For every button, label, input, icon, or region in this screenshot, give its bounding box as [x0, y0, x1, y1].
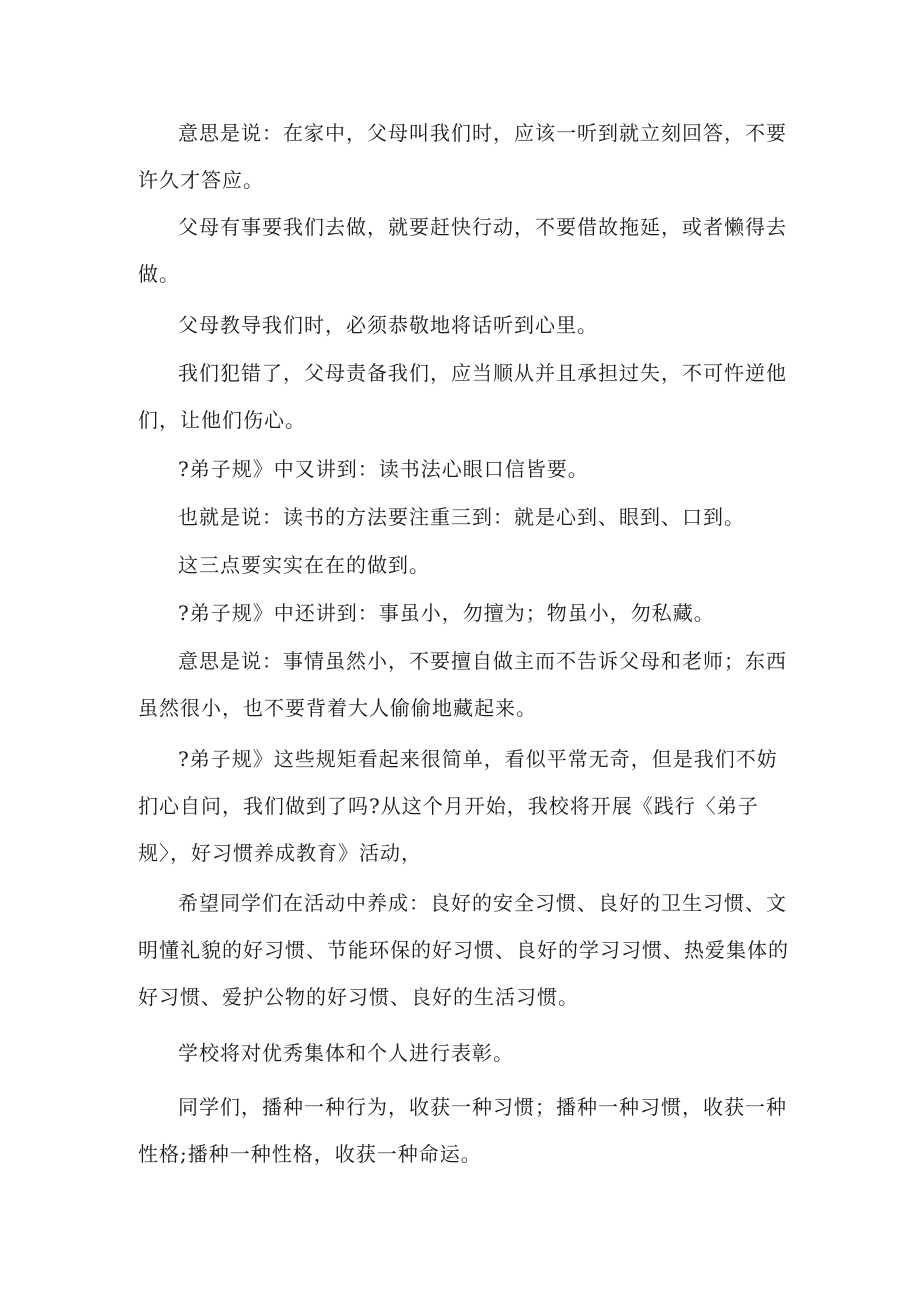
paragraph-9: 意思是说：事情虽然小，不要擅自做主而不告诉父母和老师；东西虽然很小，也不要背着大人偷偷地藏起来。: [138, 649, 787, 720]
paragraph-3: 父母教导我们时，必须恭敬地将话听到心里。: [178, 313, 598, 337]
paragraph-1: 意思是说：在家中，父母叫我们时，应该一听到就立刻回答，不要许久才答应。: [138, 121, 787, 192]
paragraph-4: 我们犯错了，父母责备我们，应当顺从并且承担过失，不可忤逆他们，让他们伤心。: [138, 361, 787, 432]
paragraph-7: 这三点要实实在在的做到。: [178, 553, 430, 577]
paragraph-8: ?弟子规》中还讲到：事虽小，勿擅为；物虽小，勿私藏。: [178, 601, 715, 625]
paragraph-12: 学校将对优秀集体和个人进行表彰。: [178, 1041, 514, 1065]
paragraph-2: 父母有事要我们去做，就要赶快行动，不要借故拖延，或者懒得去做。: [138, 215, 787, 286]
paragraph-13: 同学们，播种一种行为，收获一种习惯；播种一种习惯，收获一种性格;播种一种性格，收获一种命运。: [138, 1095, 787, 1166]
paragraph-10: ?弟子规》这些规矩看起来很简单，看似平常无奇，但是我们不妨扪心自问，我们做到了吗?从这个月开始，我校将开展《践行〈弟子规〉，好习惯养成教育》活动，: [138, 747, 778, 865]
paragraph-5: ?弟子规》中又讲到：读书法心眼口信皆要。: [178, 457, 589, 481]
paragraph-11: 希望同学们在活动中养成：良好的安全习惯、良好的卫生习惯、文明懂礼貌的好习惯、节能环保的好习惯、良好的学习习惯、热爱集体的好习惯、爱护公物的好习惯、良好的生活习惯。: [138, 891, 789, 1009]
paragraph-6: 也就是说：读书的方法要注重三到：就是心到、眼到、口到。: [178, 505, 745, 529]
